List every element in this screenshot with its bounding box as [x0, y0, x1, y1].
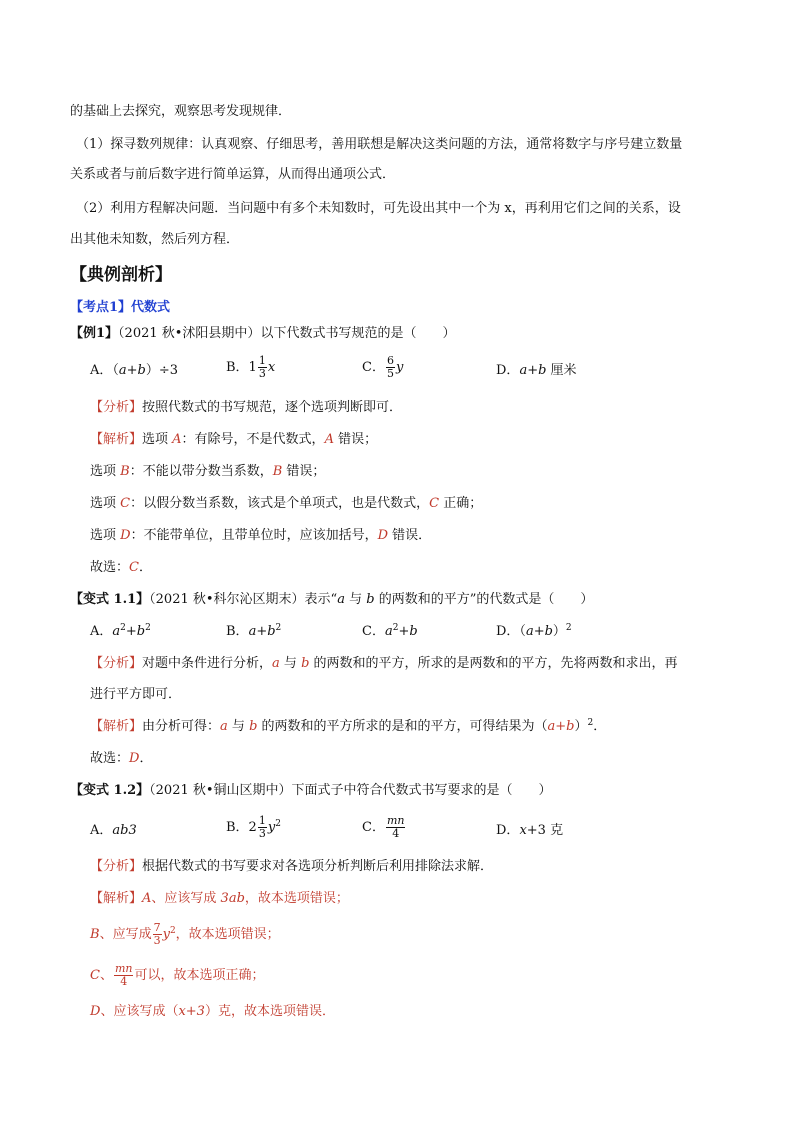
variant12-solution-a: 【解析】A、应该写成 3ab，故本选项错误； — [90, 891, 349, 906]
variant12-option-d: D．x+3 克 — [496, 823, 564, 838]
variant11-option-a: A．$a^2+b^2$ — [90, 623, 151, 639]
intro-line-4: （2）利用方程解决问题．当问题中有多个未知数时，可先设出其中一个为 x，再利用它们之间的关系，设 — [76, 201, 681, 216]
intro-line-5: 出其他未知数，然后列方程． — [70, 232, 240, 247]
variant12-solution-d: D、应该写成（x+3）克，故本选项错误． — [90, 1004, 335, 1019]
example1-question-text: 以下代数式书写规范的是（ ） — [260, 326, 456, 341]
variant11-analysis-line2: 进行平方即可． — [90, 687, 182, 702]
variant12-question: 【变式 1.2】（2021 秋•铜山区期中）下面式子中符合代数式书写要求的是（ ） — [70, 783, 552, 798]
kaodian-heading: 【考点1】代数式 — [70, 300, 171, 315]
example1-answer: 故选：C． — [90, 560, 152, 575]
example1-tag: 【例1】 — [70, 326, 119, 341]
example1-option-c: C． $\frac{6}{5}$ y — [362, 354, 404, 380]
intro-line-3: 关系或者与前后数字进行简单运算，从而得出通项公式． — [70, 167, 396, 182]
variant12-analysis: 【分析】根据代数式的书写要求对各选项分析判断后利用排除法求解． — [90, 859, 494, 874]
intro-line-1: 的基础上去探究，观察思考发现规律． — [70, 104, 292, 119]
variant12-option-b: B．2 $\frac{1}{3}$ $y^2$ — [226, 814, 281, 840]
fraction: $\frac{1}{3}$ — [258, 814, 266, 840]
fraction: $\frac{6}{5}$ — [386, 354, 394, 380]
variant11-question: 【变式 1.1】（2021 秋•科尔沁区期末）表示“a 与 b 的两数和的平方”的代数式是（ ） — [70, 592, 594, 607]
example1-option-a: A．（a+b）÷3 — [90, 363, 179, 378]
variant12-option-c: C． $\frac{mn}{4}$ — [362, 814, 405, 840]
intro-line-2: （1）探寻数列规律：认真观察、仔细思考，善用联想是解决这类问题的方法，通常将数字与序号建立数量 — [76, 137, 683, 152]
example1-question — [70, 325, 455, 343]
example1-solution-c: 选项 C：以假分数当系数，该式是个单项式，也是代数式，C 正确； — [90, 496, 483, 511]
variant12-solution-c: C、 $\frac{mn}{4}$ 可以，故本选项正确； — [90, 962, 265, 988]
fraction: $\frac{1}{3}$ — [258, 354, 266, 380]
fraction: $\frac{mn}{4}$ — [386, 814, 405, 840]
fraction: $\frac{mn}{4}$ — [114, 962, 133, 988]
variant11-option-d: D．$(a+b)^2$ — [496, 623, 572, 639]
example1-solution-d: 选项 D：不能带单位，且带单位时，应该加括号，D 错误． — [90, 528, 432, 543]
variant11-option-c: C．$a^2+b$ — [362, 623, 418, 639]
fraction: $\frac{7}{3}$ — [153, 921, 161, 947]
variant12-option-a: A．ab3 — [90, 823, 137, 838]
example1-option-d: D．a+b 厘米 — [496, 363, 577, 378]
example1-option-b: B．1 $\frac{1}{3}$ x — [226, 354, 276, 380]
variant11-answer: 故选：D． — [90, 751, 153, 766]
variant11-analysis: 【分析】对题中条件进行分析，a 与 b 的两数和的平方，所求的是两数和的平方，先将两数和求出，再 — [90, 656, 678, 671]
variant11-solution: 【解析】由分析可得：a 与 b 的两数和的平方所求的是和的平方，可得结果为$(a+b)^2$． — [90, 718, 607, 734]
variant12-solution-b: B、应写成 $\frac{7}{3}$ $y^2$，故本选项错误； — [90, 921, 280, 947]
variant11-option-b: B．$a+b^2$ — [226, 623, 282, 639]
section-title: 【典例剖析】 — [70, 265, 172, 285]
example1-analysis: 【分析】按照代数式的书写规范，逐个选项判断即可． — [90, 400, 403, 415]
example1-solution-b: 选项 B：不能以带分数当系数，B 错误； — [90, 464, 326, 479]
example1-solution-a: 【解析】选项 A：有除号，不是代数式，A 错误； — [90, 432, 378, 447]
example1-source: （2021 秋•沭阳县期中） — [118, 326, 261, 341]
